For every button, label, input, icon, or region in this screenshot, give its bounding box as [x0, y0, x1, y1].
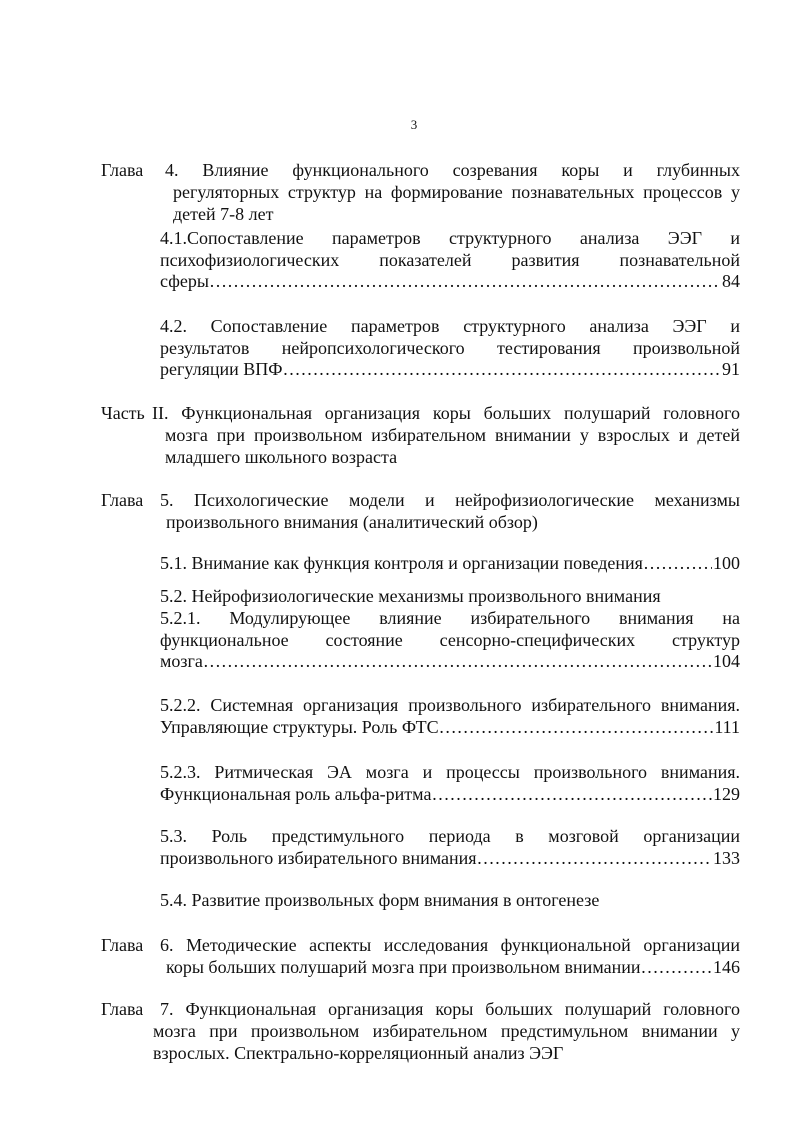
page-ref: 111 — [714, 717, 740, 737]
chapter-title-line: 4. Влияние функционального созревания коры и глубинных — [165, 160, 740, 180]
page-ref: 146 — [713, 957, 740, 977]
dot-leader — [439, 717, 714, 739]
section-leader-line — [160, 271, 740, 293]
section-leader-line — [160, 651, 740, 673]
section-title-line: 5.3. Роль предстимульного периода в мозговой организации — [160, 826, 740, 846]
chapter-title-line: 7. Функциональная организация коры больших полушарий головного — [160, 999, 740, 1019]
section-leader-line — [160, 553, 740, 575]
dot-leader — [431, 784, 712, 806]
dot-leader — [477, 848, 712, 870]
chapter-title-line: 5. Психологические модели и нейрофизиологические механизмы — [160, 490, 740, 510]
section-title-text: произвольного избирательного внимания — [160, 848, 477, 868]
section-leader-line — [160, 784, 740, 806]
page-ref: 84 — [722, 271, 740, 291]
section-title-line: 5.2.3. Ритмическая ЭА мозга и процессы произвольного внимания. — [160, 762, 740, 782]
chapter-title-line: регуляторных структур на формирование познавательных процессов у — [173, 182, 740, 202]
chapter-leader-line — [166, 957, 740, 979]
chapter-title-line: мозга при произвольном избирательном предстимульном внимании у — [153, 1021, 740, 1041]
section-title-line: 5.2. Нейрофизиологические механизмы произвольного внимания — [160, 586, 661, 606]
chapter-title-line: 6. Методические аспекты исследования функциональной организации — [160, 935, 740, 955]
section-title-text: Управляющие структуры. Роль ФТС — [160, 717, 439, 737]
section-leader-line — [160, 359, 740, 381]
page-ref: 104 — [713, 651, 740, 671]
dot-leader — [209, 271, 721, 293]
chapter-prefix: Глава — [101, 160, 144, 180]
chapter-title-line: взрослых. Спектрально-корреляционный анализ ЭЭГ — [153, 1043, 564, 1063]
section-title-line: 5.2.1. Модулирующее влияние избирательного внимания на — [160, 608, 740, 628]
part-prefix: Часть — [101, 403, 145, 423]
section-title-line: 5.2.2. Системная организация произвольного избирательного внимания. — [160, 695, 740, 715]
chapter-title-line: произвольного внимания (аналитический обзор) — [166, 512, 538, 532]
dot-leader — [643, 553, 712, 575]
page-number: 3 — [410, 117, 418, 132]
part-title-line: мозга при произвольном избирательном внимании у взрослых и детей — [165, 425, 740, 445]
page-ref: 100 — [713, 553, 740, 573]
section-title-text: регуляции ВПФ — [160, 359, 283, 379]
section-title-line: 4.1.Сопоставление параметров структурного анализа ЭЭГ и — [160, 228, 740, 248]
section-title-text: Функциональная роль альфа-ритма — [160, 784, 432, 804]
part-title-line: II. Функциональная организация коры больших полушарий головного — [152, 403, 740, 423]
dot-leader — [203, 651, 712, 673]
page-ref: 91 — [722, 359, 740, 379]
section-title-line: результатов нейропсихологического тестирования произвольной — [160, 338, 740, 358]
page-ref: 129 — [713, 784, 740, 804]
section-title-line: 4.2. Сопоставление параметров структурного анализа ЭЭГ и — [160, 316, 740, 336]
section-title-text: мозга — [160, 651, 203, 671]
section-leader-line — [160, 717, 740, 739]
chapter-prefix: Глава — [101, 490, 144, 510]
section-title-line: 5.4. Развитие произвольных форм внимания в онтогенезе — [160, 890, 600, 910]
page-ref: 133 — [713, 848, 740, 868]
section-title-text: сферы — [160, 271, 209, 291]
chapter-title-text: коры больших полушарий мозга при произвольном внимании — [166, 957, 641, 977]
part-title-line: младшего школьного возраста — [165, 447, 398, 467]
dot-leader — [640, 957, 712, 979]
chapter-prefix: Глава — [101, 999, 144, 1019]
section-leader-line — [160, 848, 740, 870]
chapter-title-line: детей 7-8 лет — [173, 204, 274, 224]
dot-leader — [282, 359, 721, 381]
chapter-prefix: Глава — [101, 935, 144, 955]
section-title-text: 5.1. Внимание как функция контроля и организации поведения — [160, 553, 643, 573]
section-title-line: функциональное состояние сенсорно-специфических структур — [160, 630, 740, 650]
section-title-line: психофизиологических показателей развития познавательной — [160, 250, 740, 270]
